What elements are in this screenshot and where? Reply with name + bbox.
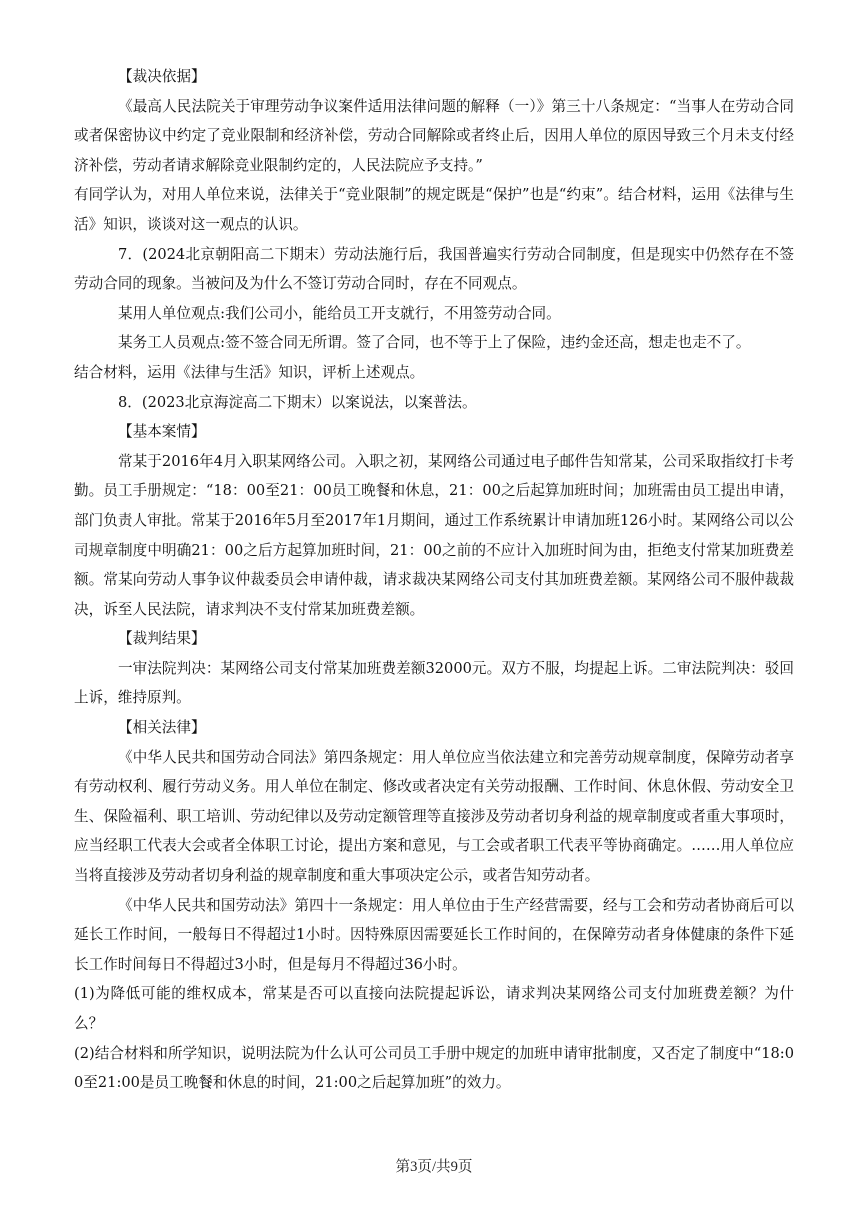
paragraph-judicial-interpretation: 《最高人民法院关于审理劳动争议案件适用法律问题的解释（一）》第三十八条规定：“当事人在劳动合同或者保密协议中约定了竞业限制和经济补偿，劳动合同解除或者终止后，因用人单位的原因导致三个月未支付经济补偿，劳动者请求解除竞业限制约定的，人民法院应予支持。” <box>74 97 794 174</box>
employer-viewpoint: 某用人单位观点:我们公司小，能给员工开支就行，不用签劳动合同。 <box>118 304 561 322</box>
section-heading-related-law: 【相关法律】 <box>118 719 206 737</box>
paragraph-labor-law: 《中华人民共和国劳动法》第四十一条规定：用人单位由于生产经营需要，经与工会和劳动者协商后可以延长工作时间，一般每日不得超过1小时。因特殊原因需要延长工作时间的，在保障劳动者身体健康的条件下延长工作时间每日不得超过3小时，但是每月不得超过36小时。 <box>74 896 794 973</box>
worker-viewpoint: 某务工人员观点:签不签合同无所谓。签了合同，也不等于上了保险，违约金还高，想走也走不了。 <box>118 334 751 352</box>
page-number: 第3页/共9页 <box>395 1159 473 1175</box>
question-8-intro: 8．(2023北京海淀高二下期末）以案说法，以案普法。 <box>118 393 477 411</box>
section-heading-judgment: 【裁判结果】 <box>118 630 206 648</box>
sub-question-2: (2)结合材料和所学知识，说明法院为什么认可公司员工手册中规定的加班申请审批制度，又否定了制度中“18:00至21:00是员工晚餐和休息的时间，21:00之后起算加班”的效力。 <box>74 1044 794 1092</box>
page-content <box>74 62 794 1098</box>
question-7-intro: 7．(2024北京朝阳高二下期末）劳动法施行后，我国普遍实行劳动合同制度，但是现实中仍然存在不签劳动合同的现象。当被问及为什么不签订劳动合同时，存在不同观点。 <box>74 245 794 293</box>
paragraph-case-facts: 常某于2016年4月入职某网络公司。入职之初，某网络公司通过电子邮件告知常某，公司采取指纹打卡考勤。员工手册规定：“18：00至21：00员工晚餐和休息，21：00之后起算加班时间；加班需由员工提出申请，部门负责人审批。常某于2016年5月至2017年1月期间，通过工作系统累计申请加班126小时。某网络公司以公司规章制度中明确21：00之后方起算加班时间，21：00之前的不应计入加班时间为由，拒绝支付常某加班费差额。常某向劳动人事争议仲裁委员会申请仲裁，请求裁决某网络公司支付其加班费差额。某网络公司不服仲裁裁决，诉至人民法院，请求判决不支付常某加班费差额。 <box>74 452 794 618</box>
paragraph-labor-contract-law: 《中华人民共和国劳动合同法》第四条规定：用人单位应当依法建立和完善劳动规章制度，保障劳动者享有劳动权利、履行劳动义务。用人单位在制定、修改或者决定有关劳动报酬、工作时间、休息休假、劳动安全卫生、保险福利、职工培训、劳动纪律以及劳动定额管理等直接涉及劳动者切身利益的规章制度或者重大事项时，应当经职工代表大会或者全体职工讨论，提出方案和意见，与工会或者职工代表平等协商确定。……用人单位应当将直接涉及劳动者切身利益的规章制度和重大事项决定公示，或者告知劳动者。 <box>74 748 794 885</box>
sub-question-1: (1)为降低可能的维权成本，常某是否可以直接向法院提起诉讼，请求判决某网络公司支付加班费差额？为什么？ <box>74 985 794 1032</box>
section-heading-basic-facts: 【基本案情】 <box>118 423 206 441</box>
paragraph-judgment: 一审法院判决：某网络公司支付常某加班费差额32000元。双方不服，均提起上诉。二审法院判决：驳回上诉，维持原判。 <box>74 659 794 707</box>
section-heading-ruling-basis: 【裁决依据】 <box>118 68 206 85</box>
question-non-compete: 有同学认为，对用人单位来说，法律关于“竞业限制”的规定既是“保护”也是“约束”。结合材料，运用《法律与生活》知识，谈谈对这一观点的认识。 <box>74 186 794 233</box>
question-7-task: 结合材料，运用《法律与生活》知识，评析上述观点。 <box>74 363 425 381</box>
